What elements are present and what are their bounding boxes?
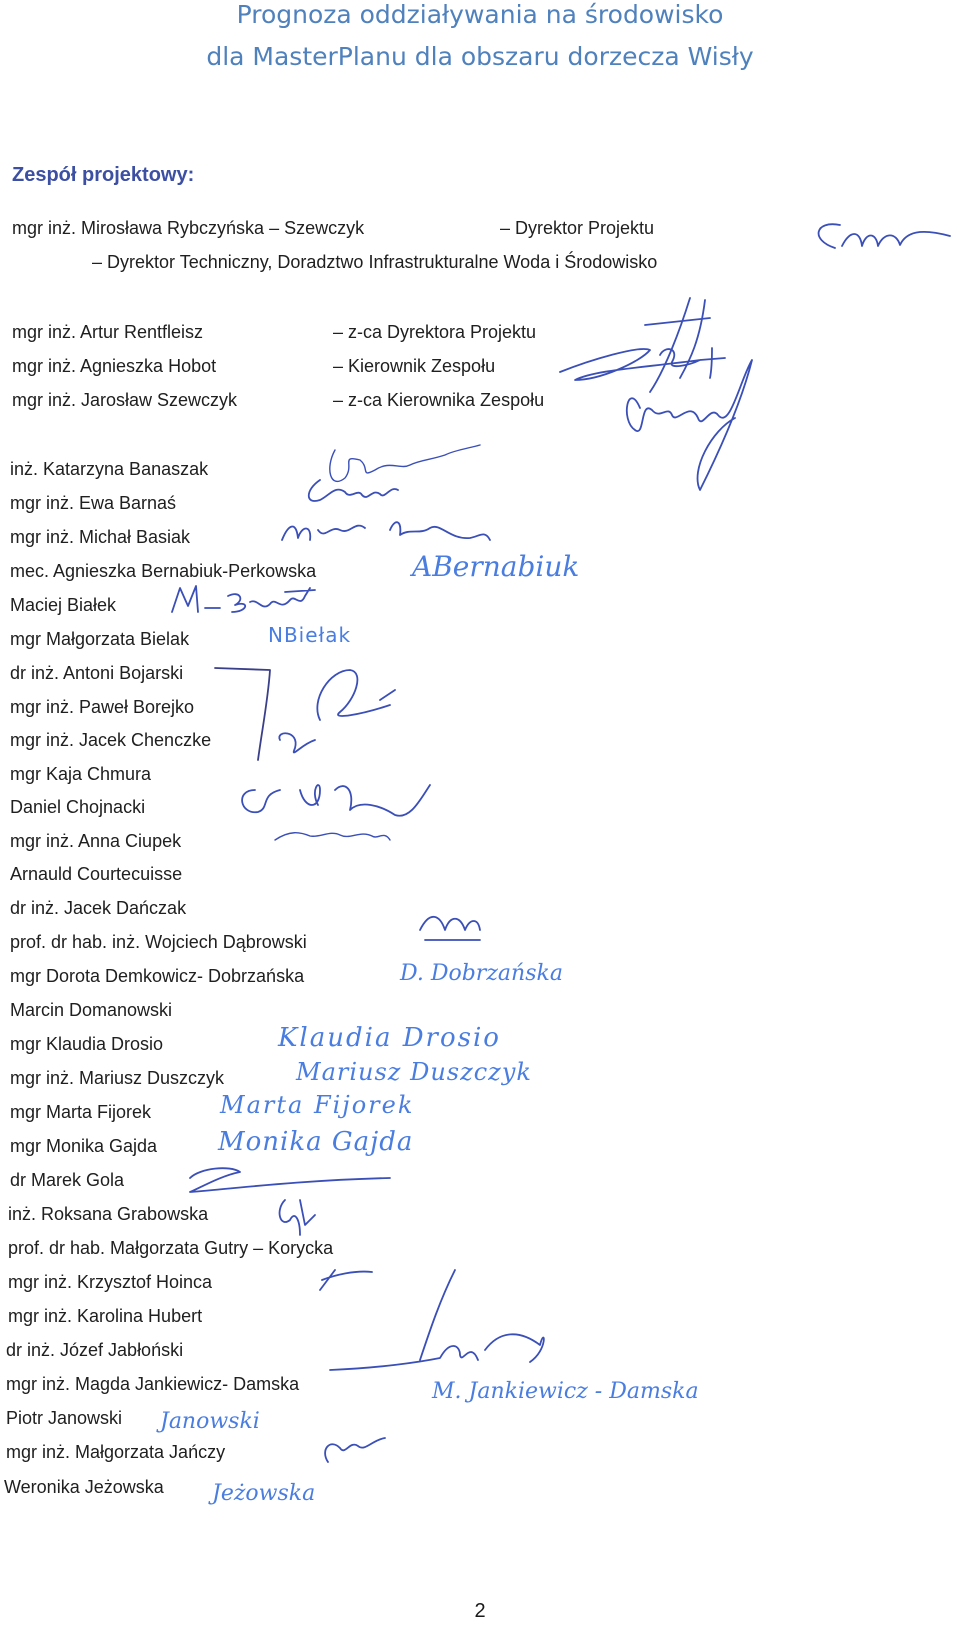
member-name: mgr Kaja Chmura xyxy=(10,764,152,784)
member-name: mgr inż. Ewa Barnaś xyxy=(10,493,177,513)
leader-role: – z-ca Kierownika Zespołu xyxy=(333,390,545,410)
signature-duszczyk: Mariusz Duszczyk xyxy=(296,1058,532,1086)
signature-bernabiuk: ABernabiuk xyxy=(412,550,580,583)
member-name: dr inż. Jacek Dańczak xyxy=(10,898,187,918)
member-name: mgr inż. Karolina Hubert xyxy=(8,1306,203,1326)
member-name: mgr Monika Gajda xyxy=(10,1136,158,1156)
signature-jezowska: Jeżowska xyxy=(212,1481,316,1506)
leader-role-2: – Dyrektor Techniczny, Doradztwo Infrastrukturalne Woda i Środowisko xyxy=(92,252,658,272)
member-name: Maciej Białek xyxy=(10,595,117,615)
signature-dobrzanska: D. Dobrzańska xyxy=(400,961,563,986)
page-number: 2 xyxy=(474,1600,486,1622)
member-name: dr Marek Gola xyxy=(10,1170,125,1190)
signature-path xyxy=(190,1168,390,1192)
member-name: prof. dr hab. inż. Wojciech Dąbrowski xyxy=(10,932,307,952)
member-name: Daniel Chojnacki xyxy=(10,797,146,817)
member-name: Weronika Jeżowska xyxy=(4,1477,164,1497)
member-name: mgr Dorota Demkowicz- Dobrzańska xyxy=(10,966,305,986)
signature-fijorek: Marta Fijorek xyxy=(220,1091,415,1119)
header-line-2: dla MasterPlanu dla obszaru dorzecza Wisły xyxy=(206,42,754,71)
leader-role: – z-ca Dyrektora Projektu xyxy=(333,322,537,342)
member-name: Piotr Janowski xyxy=(6,1408,123,1428)
member-name: dr inż. Antoni Bojarski xyxy=(10,663,184,683)
signature-path xyxy=(172,586,315,612)
signature-path xyxy=(282,522,490,540)
member-name: mgr inż. Jacek Chenczke xyxy=(10,730,212,750)
member-name: mgr Marta Fijorek xyxy=(10,1102,152,1122)
signature-path xyxy=(279,733,315,752)
member-name: Arnauld Courtecuisse xyxy=(10,864,183,884)
member-name: mgr inż. Michał Basiak xyxy=(10,527,191,547)
signature-drosio: Klaudia Drosio xyxy=(278,1023,501,1053)
leader-name: mgr inż. Artur Rentfleisz xyxy=(12,322,204,342)
member-name: mgr inż. Małgorzata Jańczy xyxy=(6,1442,226,1462)
signature-path xyxy=(330,445,480,481)
signature-path xyxy=(645,298,710,392)
leader-name: mgr inż. Mirosława Rybczyńska – Szewczyk xyxy=(12,218,365,238)
signature-path xyxy=(330,1270,544,1370)
member-name: mgr inż. Anna Ciupek xyxy=(10,831,182,851)
member-name: dr inż. Józef Jabłoński xyxy=(6,1340,184,1360)
signature-janowski: Janowski xyxy=(160,1409,260,1434)
signature-path xyxy=(242,785,430,816)
leader-role: – Kierownik Zespołu xyxy=(333,356,496,376)
leader-role: – Dyrektor Projektu xyxy=(500,218,655,238)
member-name: inż. Roksana Grabowska xyxy=(8,1204,209,1224)
signature-path xyxy=(309,480,398,501)
member-name: Marcin Domanowski xyxy=(10,1000,173,1020)
signature-path xyxy=(280,1200,315,1235)
member-name: mec. Agnieszka Bernabiuk-Perkowska xyxy=(10,561,317,581)
signature-path xyxy=(819,224,950,248)
signature-path xyxy=(275,833,390,840)
signature-jankiewicz: M. Jankiewicz - Damska xyxy=(432,1379,699,1404)
signature-path xyxy=(320,1270,372,1290)
signature-path xyxy=(215,668,270,760)
signature-path xyxy=(560,348,725,380)
signature-bielak: NBiełak xyxy=(268,623,352,647)
member-name: prof. dr hab. Małgorzata Gutry – Korycka xyxy=(8,1238,334,1258)
member-name: inż. Katarzyna Banaszak xyxy=(10,459,209,479)
member-name: mgr inż. Paweł Borejko xyxy=(10,697,195,717)
member-name: mgr Klaudia Drosio xyxy=(10,1034,164,1054)
member-name: mgr Małgorzata Bielak xyxy=(10,629,190,649)
leader-name: mgr inż. Agnieszka Hobot xyxy=(12,356,217,376)
signature-path xyxy=(627,360,752,490)
signature-gajda: Monika Gajda xyxy=(218,1127,414,1157)
member-name: mgr inż. Magda Jankiewicz- Damska xyxy=(6,1374,300,1394)
signature-path xyxy=(325,1438,385,1462)
leader-name: mgr inż. Jarosław Szewczyk xyxy=(12,390,238,410)
signature-path xyxy=(317,670,395,720)
signature-path xyxy=(420,917,480,940)
team-title: Zespół projektowy: xyxy=(12,164,195,186)
member-name: mgr inż. Mariusz Duszczyk xyxy=(10,1068,225,1088)
header-line-1: Prognoza oddziaływania na środowisko xyxy=(236,0,724,29)
member-name: mgr inż. Krzysztof Hoinca xyxy=(8,1272,213,1292)
